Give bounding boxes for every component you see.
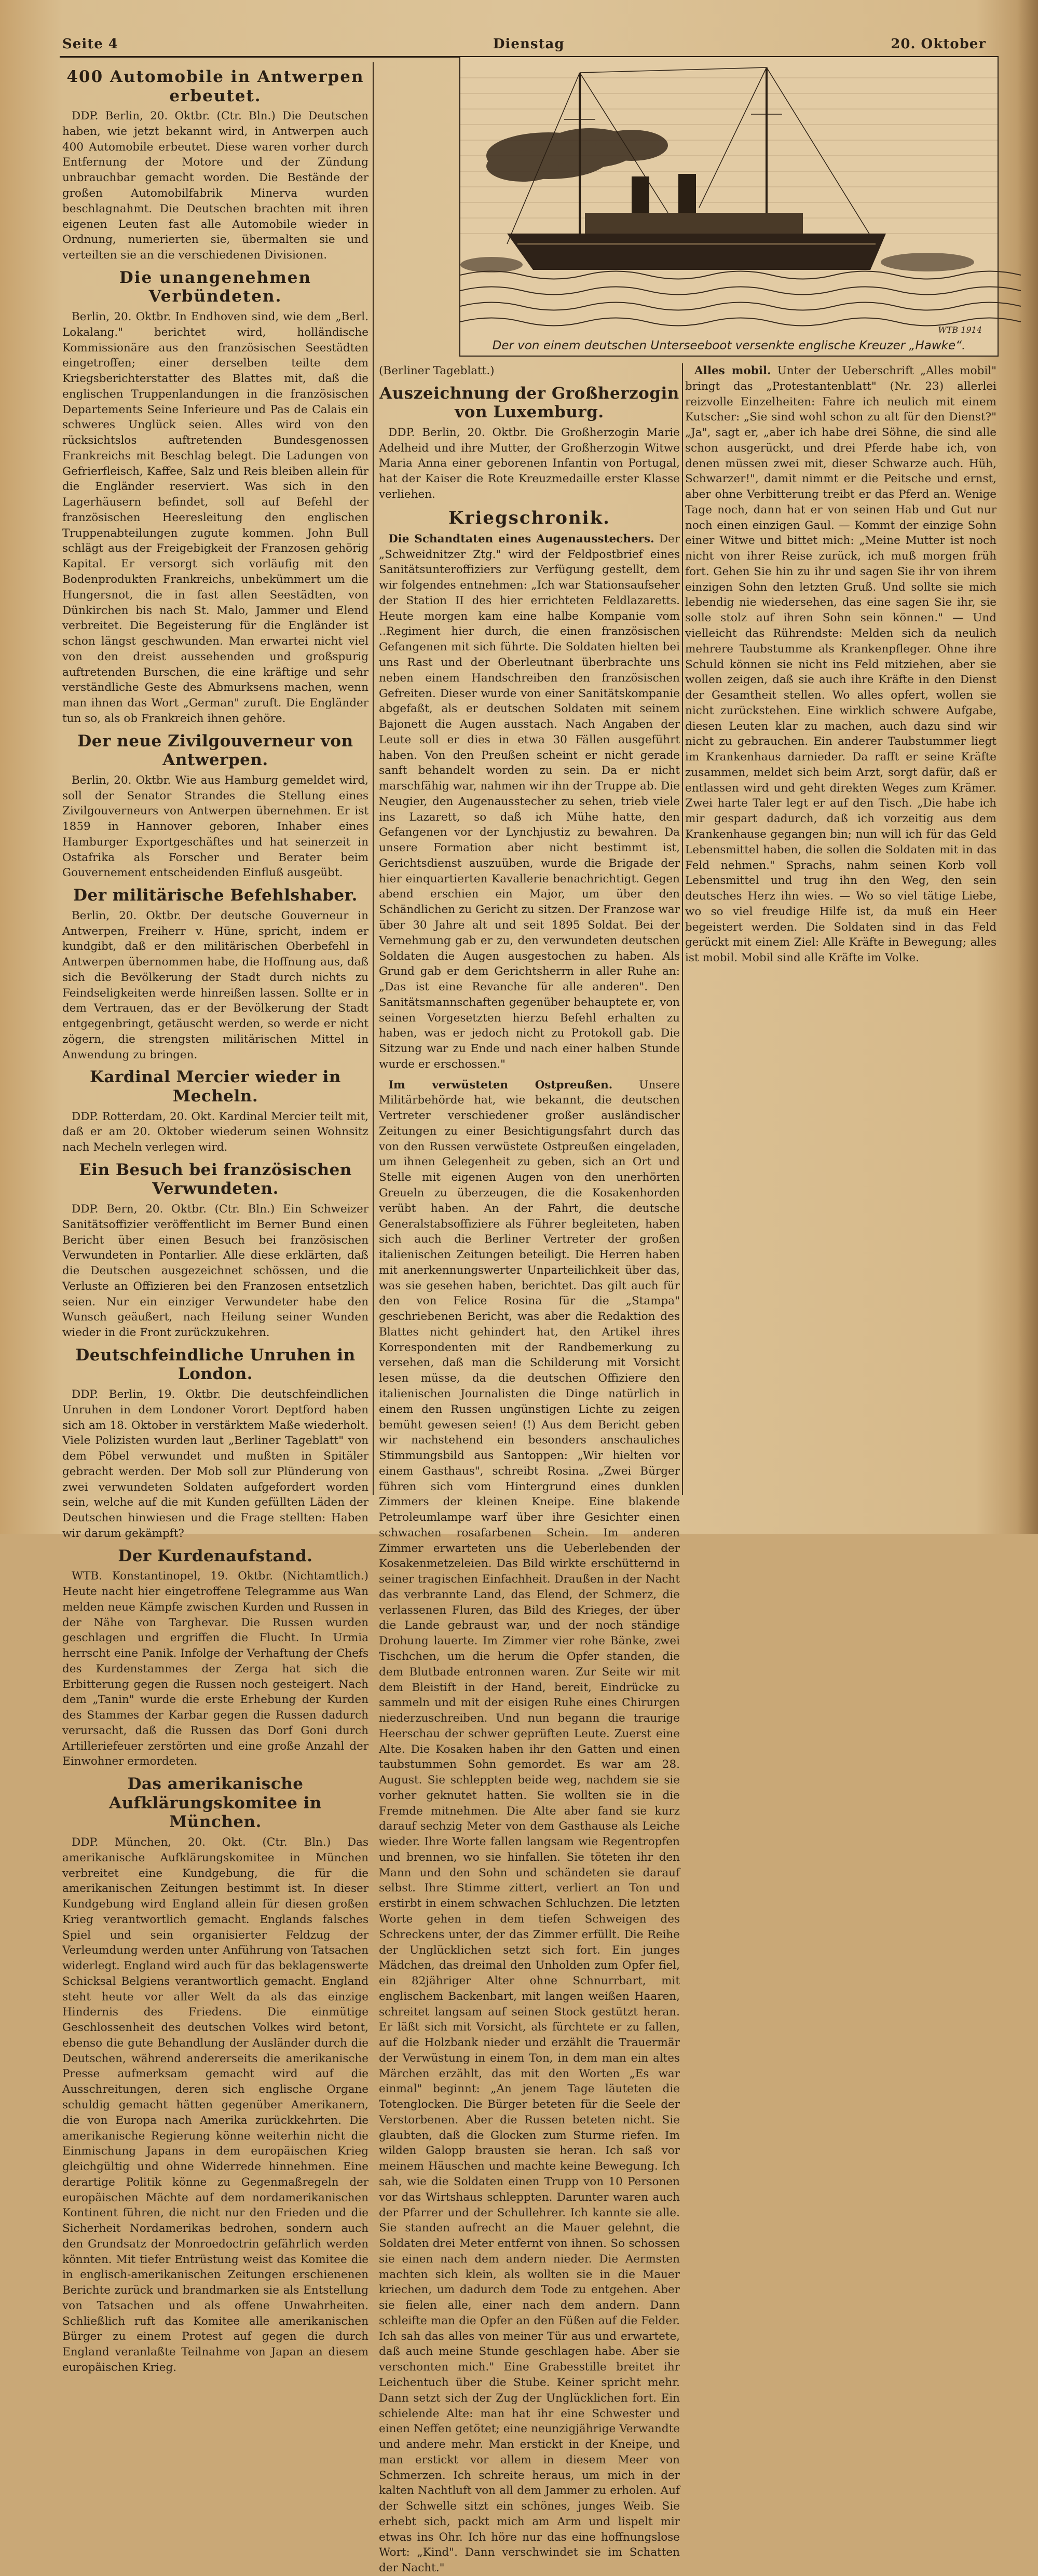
- headline-befehlshaber: Der militärische Befehlshaber.: [73, 886, 358, 905]
- article-london: DDP. Berlin, 19. Oktbr. Die deutschfeindlichen Unruhen in dem Londoner Vorort Deptford haben sich am 18. Oktober in verstärktem Maße wiederholt. Viele Polizisten wurden laut „Berliner Tageblatt" von dem Pöbel verwundet und mußten in Spitäler gebracht werden. Der Mob soll zur Plünderung von zwei verwundeten Soldaten aufgefordert worden sein, welche auf die mit Kunden gefüllten Läden der Deutschen hinwiesen und die Frage stellten: Haben wir darum gekämpft?: [62, 1388, 368, 1540]
- alles-mobil-lead: Alles mobil.: [694, 364, 771, 377]
- headline-verbuendete: Die unangenehmen Verbündeten.: [119, 268, 312, 306]
- article-besuch: DDP. Bern, 20. Oktbr. (Ctr. Bln.) Ein Schweizer Sanitätsoffizier veröffentlicht im Berner Bund einen Bericht über einen Besuch bei französischen Verwundeten in Pontarlier. Alle diese erklärten, daß die Deutschen ausgezeichnet schössen, und die Verluste an Offizieren bei den Franzosen entsetzlich seien. Nur ein einziger Verwundeter habe den Wunsch geäußert, nach Heilung seiner Wunden wieder in die Front zurückzukehren.: [62, 1203, 368, 1340]
- article-grossherzogin: DDP. Berlin, 20. Oktbr. Die Großherzogin Marie Adelheid und ihre Mutter, der Großherzogin Witwe Maria Anna einer geborenen Infantin von Portugal, hat der Kaiser die Rote Kreuzmedaille erster Klasse verliehen.: [379, 426, 680, 501]
- ostpreussen-lead: Im verwüsteten Ostpreußen.: [388, 1078, 613, 1092]
- headline-grossherzogin: Auszeichnung der Großherzogin von Luxemburg.: [379, 384, 679, 422]
- article-befehlshaber: Berlin, 20. Oktbr. Der deutsche Gouverneur in Antwerpen, Freiherr v. Hüne, spricht, indem er kundgibt, daß er den militärischen Oberbefehl in Antwerpen übernommen habe, die Hoffnung aus, daß sich die Bevölkerung der Stadt durch nichts zu Feindseligkeiten werde hinreißen lassen. Sollte er in dem Vertrauen, das er der Bevölkerung der Stadt entgegenbringt, getäuscht werden, so werde er nicht zögern, die strengsten militärischen Mittel in Anwendung zu bringen.: [62, 909, 368, 1061]
- headline-komitee: Das amerikanische Aufklärungskomitee in München.: [109, 1775, 322, 1832]
- ostpreussen-text: Unsere Militärbehörde hat, wie bekannt, die deutschen Vertreter verschiedener großer ausländischer Zeitungen zu einer Besichtigungsfahrt durch das von den Russen verwüstete Ostpreußen eingeladen, um ihnen Gelegenheit zu geben, sich an Ort und Stelle mit eigenen Augen von den unerhörten Greueln zu überzeugen, die die Kosakenhorden verübt haben. An der Fahrt, die deutsche Generalstabsoffiziere als Führer begleiteten, haben sich auch die Berliner Vertreter der großen italienischen Zeitungen beteiligt. Die Herren haben mit anerkennungswerter Unparteilichkeit über das, was sie gesehen haben, berichtet. Das gilt auch für den von Felice Rosina für die „Stampa" geschriebenen Bericht, was aber die Redaktion des Blattes nicht gehindert hat, den Artikel ihres Korrespondenten mit der Randbemerkung zu versehen, daß man die Schilderung mit Vorsicht lesen müsse, da die deutschen Offiziere den italienischen Journalisten die Dinge natürlich in einem den Russen ungünstigen Lichte zu zeigen bemüht gewesen seien! (!) Aus dem Bericht geben wir nachstehend ein besonders anschauliches Stimmungsbild aus Santoppen: „Wir hielten vor einem Gasthaus", schreibt Rosina. „Zwei Bürger führen sich vom Hintergrund eines dunklen Zimmers der kleinen Kneipe. Eine blakende Petroleumlampe warf über ihre Gesichter einen schwachen rosafarbenen Schein. Im anderen Zimmer erwarteten uns die Ueberlebenden der Kosakenmetzeleien. Das Bild wirkte erschütternd in seiner tragischen Einfachheit. Draußen in der Nacht das verbrannte Land, das Elend, der Schmerz, die verlassenen Fluren, das Bild des Krieges, der über die Lande gebraust war, und der noch ständige Drohung lauerte. Im Zimmer vier rohe Bänke, zwei Tischchen, um die herum die Opfer standen, die dem Blutbade entronnen waren. Zur Seite wir mit dem Bleistift in der Hand, bereit, Eindrücke zu sammeln und mit der eisigen Ruhe eines Chirurgen niederzuschreiben. Und nun begann die traurige Heerschau der schwer geprüften Leute. Zuerst eine Alte. Die Kosaken haben ihr den Gatten und einen taubstummen Sohn gemordet. Es war am 28. August. Sie schleppten beide weg, nachdem sie sie vorher geknutet hatten. Sie wollten sie in die Fremde mitnehmen. Die Alte aber fand sie kurz darauf sechzig Meter von dem Gasthause als Leiche wieder. Ihre Worte fallen langsam wie Regentropfen und brennen, wo sie hinfallen. Sie töteten ihr den Mann und den Sohn und schändeten sie darauf selbst. Ihre Stimme zittert, verliert an Ton und erstirbt in einem schwachen Schluchzen. Die letzten Worte gehen in dem tiefen Schweigen des Schreckens unter, der das Zimmer erfüllt. Die Reihe der Unglücklichen setzt sich fort. Ein junges Mädchen, das dreimal den Unholden zum Opfer fiel, ein 82jähriger Alter ohne Schnurrbart, mit englischem Backenbart, mit langen weißen Haaren, schreitet langsam auf seinen Stock gestützt heran. Er läßt sich mit Vorsicht, als fürchtete er zu fallen, auf die Holzbank nieder und erzählt die Trauermär der Verwüstung in einem Ton, in dem man ein altes Märchen erzählt, das mit den Worten „Es war einmal" beginnt: „An jenem Tage läuteten die Totenglocken. Die Bürger beteten für die Seele der Verstorbenen. Aber die Russen beteten nicht. Sie glaubten, daß die Glocken zum Sturme riefen. Im wilden Galopp brausten sie heran. Ich saß vor meinem Häuschen und machte keine Bewegung. Ich sah, wie die Soldaten einen Trupp von 10 Personen vor das Wirtshaus schleppten. Darunter waren auch der Pfarrer und der Schullehrer. Ich kannte sie alle. Sie standen aufrecht an die Mauer gelehnt, die Soldaten drei Meter entfernt von ihnen. So schossen sie einen nach dem andern nieder. Die Aermsten machten sich klein, als wollten sie in die Mauer kriechen, um dadurch dem Tode zu entgehen. Aber sie fielen alle, einer nach dem andern. Dann schleifte man die Opfer an den Füßen auf die Felder. Ich sah das alles von meiner Tür aus und erwartete, daß auch meine Stunde geschlagen habe. Aber sie verschonten mich." Eine Grabesstille breitet ihr Leichentuch über die Stube. Keiner spricht mehr. Dann setzt sich der Zug der Unglücklichen fort. Ein schielende Alte: man hat ihr eine Schwester und einen Neffen getötet; eine neunzigjährige Verwandte und andere mehr. Man erstickt in der Kneipe, und man erstickt vor allem in diesem Meer von Schmerzen. Ich schreite heraus, um mich in der kalten Nachtluft von all dem Jammer zu erholen. Auf der Schwelle sitzt ein schönes, junges Weib. Sie erhebt sich, packt mich am Arm und lispelt mir etwas ins Ohr. Ich höre nur das eine hoffnungslose Wort: „Kind". Dann verschwindet sie im Schatten der Nacht.": [379, 1078, 680, 2575]
- illustration-warship: [459, 56, 999, 357]
- article-zivilgouverneur: Berlin, 20. Oktbr. Wie aus Hamburg gemeldet wird, soll der Senator Strandes die Stellung eines Zivilgouverneurs von Antwerpen übernehmen. Er ist 1859 in Hannover geboren, Inhaber eines Hamburger Exportgeschäftes und hat seinerzeit in Ostafrika als Forscher und Berater beim Gouvernement entscheidenden Einfluß ausgeübt.: [62, 773, 368, 880]
- masthead: [62, 36, 986, 57]
- headline-mercier: Kardinal Mercier wieder in Mecheln.: [90, 1068, 341, 1106]
- artist-signature: WTB 1914: [938, 325, 982, 335]
- article-komitee-continued: [379, 363, 680, 379]
- article-alles-mobil: [685, 363, 996, 966]
- headline-kriegschronik: Kriegschronik.: [448, 507, 610, 528]
- article-mercier: DDP. Rotterdam, 20. Okt. Kardinal Mercier teilt mit, daß er am 20. Oktober wiederum seinen Wohnsitz nach Mecheln verlegen wird.: [62, 1110, 368, 1154]
- column-right: [685, 363, 996, 1495]
- headline-kurden: Der Kurdenaufstand.: [118, 1546, 313, 1565]
- headline-besuch: Ein Besuch bei französischen Verwundeten.: [79, 1160, 352, 1198]
- column-divider: [373, 62, 374, 1495]
- headline-london: Deutschfeindliche Unruhen in London.: [75, 1345, 356, 1384]
- article-ostpreussen: [379, 1078, 680, 2576]
- warship-drawing: [460, 57, 998, 337]
- figure-caption: Der von einem deutschen Unterseeboot versenkte englische Kreuzer „Hawke“.: [492, 339, 966, 352]
- weekday: Dienstag: [493, 36, 565, 52]
- article-komitee: DDP. München, 20. Okt. (Ctr. Bln.) Das amerikanische Aufklärungskomitee in München verbreitet eine Kundgebung, die für die amerikanischen Zeitungen bestimmt ist. In dieser Kundgebung wird England allein für diesen großen Krieg verantwortlich gemacht. Englands falsches Spiel und sein organisierter Feldzug der Verleumdung werden unter Anführung von Tatsachen widerlegt. England wird auch für das beklagenswerte Schicksal Belgiens verantwortlich gemacht. England steht heute vor aller Welt da als das einzige Hindernis des Friedens. Die einmütige Geschlossenheit des deutschen Volkes wird betont, ebenso die gute Behandlung der Ausländer durch die Deutschen, während andererseits die amerikanische Presse aufmerksam gemacht wird auf die Ausschreitungen, deren sich englische Organe schuldig gemacht hätten gegenüber Amerikanern, die von Europa nach Amerika zurückkehrten. Die amerikanische Regierung könne weiterhin nicht die Einmischung Japans in dem europäischen Krieg gleichgültig und ohne Widerrede hinnehmen. Eine derartige Politik könne zu Gegenmaßregeln der europäischen Mächte auf dem nordamerikanischen Kontinent führen, die nicht nur den Frieden und die Sicherheit Nordamerikas bedrohen, sondern auch den Grundsatz der Monroedoctrin gefährlich werden könnten. Mit tiefer Entrüstung weist das Komitee die in englisch-amerikanischen Zeitungen erschienenen Berichte zurück und brandmarken sie als Entstellung von Tatsachen und als offene Unwahrheiten. Schließlich ruft das Komitee alle amerikanischen Bürger zu einem Protest auf gegen die durch England veranlaßte Teilnahme von Japan an diesem europäischen Krieg.: [62, 1835, 368, 2374]
- article-verbuendete: Berlin, 20. Oktbr. In Endhoven sind, wie dem „Berl. Lokalang." berichtet wird, holländische Kommissionäre aus den französischen Seestädten eingetroffen; einer derselben teilte dem Kriegsberichterstatter des Blattes mit, daß die englischen Truppenlandungen in die französischen Departements Seine Inferieure und Pas de Calais ein schweres Unglück seien. Alles wird von den rücksichtslos auftretenden Bundesgenossen Frankreichs mit Beschlag belegt. Die Ladungen von Gefrierfleisch, Kaffee, Salz und Reis bleiben allein für die Engländer reserviert. Was sich in den Lagerhäusern befindet, soll auf Befehl der französischen Heeresleitung den englischen Truppenabteilungen zugute kommen. John Bull schlägt aus der Freigebigkeit der Franzosen gehörig Kapital. Er versorgt sich vorläufig mit den Bodenprodukten Frankreichs, unbekümmert um die Hungersnot, die in fast allen Seestädten, von Dünkirchen bis nach St. Malo, Jammer und Elend verbreitet. Die Begeisterung für die Engländer ist schon längst geschwunden. Man erwartei nicht viel von den dreist aussehenden und großspurig auftretenden Burschen, die eine kräftige und sehr verständliche Geste des Abmurksens machen, wenn man ihnen das Wort „German" zuruft. Die Engländer tun so, als ob Frankreich ihnen gehöre.: [62, 310, 368, 725]
- article-augenausstecher: [379, 531, 680, 1072]
- headline-automobile: 400 Automobile in Antwerpen erbeutet.: [66, 67, 364, 105]
- date: 20. Oktober: [891, 36, 986, 52]
- article-kurden: WTB. Konstantinopel, 19. Oktbr. (Nichtamtlich.) Heute nacht hier eingetroffene Telegramme aus Wan melden neue Kämpfe zwischen Kurden und Russen in der Nähe von Targhevar. Die Russen wurden geschlagen und ergriffen die Flucht. In Urmia herrscht eine Panik. Infolge der Verhaftung der Chefs des Kurdenstammes der Zerga hat sich die Erbitterung gegen die Russen noch gesteigert. Nach dem „Tanin" wurde die erste Erhebung der Kurden des Stammes der Karbar gegen die Russen dadurch verursacht, daß die Russen das Dorf Goni durch Artilleriefeuer zerstörten und eine große Anzahl der Einwohner ermordeten.: [62, 1570, 368, 1768]
- column-middle: [379, 363, 680, 2575]
- komitee-source: (Berliner Tageblatt.): [379, 364, 495, 377]
- headline-zivilgouverneur: Der neue Zivilgouverneur von Antwerpen.: [77, 731, 353, 770]
- augenausstecher-text: Der „Schweidnitzer Ztg." wird der Feldpostbrief eines Sanitätsunteroffiziers zur Verfügung gestellt, dem wir folgendes entnehmen: „Ich war Stationsaufseher der Station II des hier errichteten Feldlazaretts. Heute morgen kam eine halbe Kompanie vom ..Regiment hier durch, die einen französischen Gefangenen mit sich führte. Die Soldaten hielten bei uns Rast und der Oberleutnant überbrachte uns neben einem Handschreiben den französischen Gefreiten. Dieser wurde von einer Sanitätskompanie abgefaßt, als er deutschen Soldaten mit seinem Bajonett die Augen ausstach. Nach Angaben der Leute soll er dies in etwa 30 Fällen ausgeführt haben. Von den Preußen scheint er nicht gerade sanft behandelt worden zu sein. Da er nicht marschfähig war, nahmen wir ihn der Truppe ab. Die Neugier, den Augenausstecher zu sehen, trieb viele ins Lazarett, so daß ich Mühe hatte, den Gefangenen vor der Lynchjustiz zu bewahren. Da unsere Formation aber nicht bestimmt ist, Gerichtsdienst auszuüben, wurde die Brigade der hier einquartierten Kavallerie benachrichtigt. Gegen abend erschien ein Major, um über den Schändlichen zu Gericht zu sitzen. Der Franzose war über 30 Jahre alt und seit 1895 Soldat. Bei der Vernehmung gab er zu, den verwundeten deutschen Soldaten die Augen ausgestochen zu haben. Als Grund gab er dem Gerichtsherrn in aller Ruhe an: „Das ist eine Revanche für alle anderen". Den Sanitätsmannschaften gegenüber behauptete er, von seinen Vorgesetzten hierzu Befehl erhalten zu haben, was er jedoch nicht zu Protokoll gab. Die Sitzung war zu Ende und nach einer halben Stunde wurde er erschossen.": [379, 532, 680, 1071]
- article-automobile: DDP. Berlin, 20. Oktbr. (Ctr. Bln.) Die Deutschen haben, wie jetzt bekannt wird, in Antwerpen auch 400 Automobile erbeutet. Diese waren vorher durch Entfernung der Motore und der Zündung unbrauchbar gemacht worden. Die Bestände der großen Automobilfabrik Minerva wurden beschlagnahmt. Die Deutschen brachten mit ihren eigenen Leuten fast alle Automobile wieder in Ordnung, numerierten sie, übermalten sie und verteilten sie an die verschiedenen Divisionen.: [62, 110, 368, 262]
- column-divider: [682, 363, 683, 1495]
- column-left: [62, 62, 368, 2374]
- page-number: Seite 4: [62, 36, 118, 52]
- alles-mobil-text: Unter der Ueberschrift „Alles mobil" bringt das „Protestantenblatt" (Nr. 23) allerlei reizvolle Einzelheiten: Fahre ich neulich mit einem Kutscher: „Sie sind wohl schon zu alt für den Dienst?" „Ja", sagt er, „aber ich habe drei Söhne, die sind alle schon ausgerückt, und drei Pferde habe ich, von denen müssen zwei mit, dieser Schwarze auch. Hüh, Schwarzer!", damit nimmt er die Peitsche und ernst, aber ohne Verbitterung treibt er das Pferd an. Wenige Tage noch, dann hat er von seinen Hab und Gut nur noch einen einzigen Gaul. — Kommt der einzige Sohn einer Witwe und bittet mich: „Meine Mutter ist noch nicht von ihrer Reise zurück, ich muß morgen früh fort. Gehen Sie hin zu ihr und sagen Sie ihr von ihrem einzigen Sohn den letzten Gruß. Und sollte sie mich lebendig nie wiedersehen, das eine sagen Sie ihr, sie solle stolz auf ihren Sohn sein können." — Und vielleicht das Rührendste: Melden sich da neulich mehrere Taubstumme als Krankenpfleger. Ohne ihre Schuld können sie nicht ins Feld mitziehen, aber sie wollen zeigen, daß sie auch ihre Kräfte in den Dienst der Gesamtheit stellen. Wo alles opfert, wollen sie nicht zurückstehen. Eine wirklich schwere Aufgabe, diesen Leuten klar zu machen, auch dazu sind wir nicht zu gebrauchen. Ein anderer Taubstummer liegt im Krankenhaus darnieder. Da rafft er seine Kräfte zusammen, meldet sich beim Arzt, sorgt dafür, daß er entlassen wird und geht direkten Weges zum Krämer. Zwei harte Taler legt er auf den Tisch. „Die habe ich mir gespart dadurch, daß ich vorzeitig aus dem Krankenhause gegangen bin; nun will ich für das Geld Lebensmittel haben, die sollen die Soldaten mit in das Feld nehmen." Sprachs, nahm seinen Korb voll Lebensmittel und trug ihn den Weg, den sein deutsches Herz ihn wies. — Wo so viel tätige Liebe, wo so viel freudige Hilfe ist, da muß ein Heer begeistert werden. Die Soldaten sind in das Feld gerückt mit einem Ziel: Alle Kräfte in Bewegung; alles ist mobil. Mobil sind alle Kräfte im Volke.: [685, 364, 996, 965]
- augenausstecher-lead: Die Schandtaten eines Augenausstechers.: [388, 532, 654, 546]
